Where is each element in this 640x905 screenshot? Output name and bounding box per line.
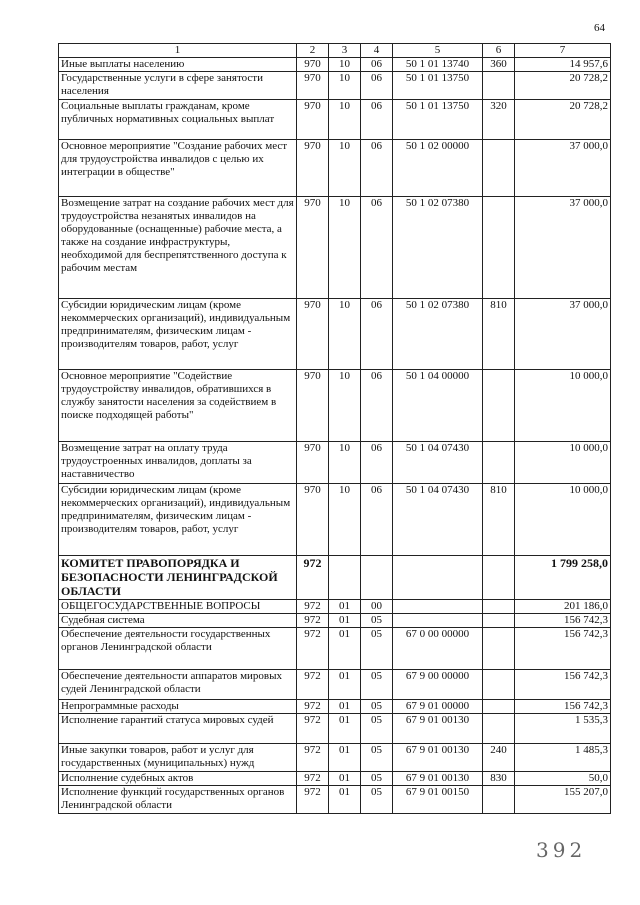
item-name: Возмещение затрат на создание рабочих мест для трудоустройства незанятых инвалидов на оборудованные (оснащенные) рабочие места, а также на создание инфраструктуры, необходимой для беспрепятственного доступа к рабочим местам bbox=[59, 197, 297, 299]
ministry-code: 972 bbox=[297, 714, 329, 744]
expense-type-code: 810 bbox=[483, 299, 515, 370]
amount: 10 000,0 bbox=[515, 484, 611, 556]
ministry-code: 972 bbox=[297, 614, 329, 628]
ministry-code: 972 bbox=[297, 700, 329, 714]
target-article-code: 67 9 01 00130 bbox=[393, 772, 483, 786]
target-article-code: 50 1 04 07430 bbox=[393, 484, 483, 556]
table-row bbox=[59, 628, 611, 670]
amount: 156 742,3 bbox=[515, 700, 611, 714]
expense-type-code: 810 bbox=[483, 484, 515, 556]
section-code: 01 bbox=[329, 670, 361, 700]
amount: 14 957,6 bbox=[515, 58, 611, 72]
subsection-code: 06 bbox=[361, 58, 393, 72]
item-name: Исполнение судебных актов bbox=[59, 772, 297, 786]
section-code: 01 bbox=[329, 714, 361, 744]
item-name: Субсидии юридическим лицам (кроме некоммерческих организаций), индивидуальным предпринимателям, физическим лицам - производителям товаров, работ, услуг bbox=[59, 299, 297, 370]
amount: 20 728,2 bbox=[515, 72, 611, 100]
ministry-code: 970 bbox=[297, 442, 329, 484]
expense-type-code: 320 bbox=[483, 100, 515, 140]
table-row bbox=[59, 484, 611, 556]
table-row bbox=[59, 100, 611, 140]
ministry-code: 970 bbox=[297, 100, 329, 140]
header-cell: 6 bbox=[483, 44, 515, 58]
item-name: Обеспечение деятельности государственных органов Ленинградской области bbox=[59, 628, 297, 670]
amount: 1 799 258,0 bbox=[515, 556, 611, 600]
table-row bbox=[59, 714, 611, 744]
section-code bbox=[329, 556, 361, 600]
section-code: 01 bbox=[329, 744, 361, 772]
section-code: 01 bbox=[329, 772, 361, 786]
target-article-code: 67 9 01 00000 bbox=[393, 700, 483, 714]
section-code: 10 bbox=[329, 197, 361, 299]
amount: 50,0 bbox=[515, 772, 611, 786]
subsection-code: 05 bbox=[361, 772, 393, 786]
section-code: 10 bbox=[329, 100, 361, 140]
ministry-code: 972 bbox=[297, 772, 329, 786]
expense-type-code bbox=[483, 140, 515, 197]
target-article-code: 50 1 04 00000 bbox=[393, 370, 483, 442]
target-article-code: 50 1 01 13750 bbox=[393, 72, 483, 100]
table-row bbox=[59, 370, 611, 442]
table-row bbox=[59, 786, 611, 814]
section-code: 10 bbox=[329, 299, 361, 370]
ministry-code: 970 bbox=[297, 140, 329, 197]
item-name: Возмещение затрат на оплату труда трудоустроенных инвалидов, доплаты за наставничество bbox=[59, 442, 297, 484]
item-name: Судебная система bbox=[59, 614, 297, 628]
header-cell: 7 bbox=[515, 44, 611, 58]
ministry-code: 972 bbox=[297, 786, 329, 814]
section-code: 10 bbox=[329, 370, 361, 442]
section-code: 10 bbox=[329, 58, 361, 72]
target-article-code: 50 1 02 00000 bbox=[393, 140, 483, 197]
expense-type-code bbox=[483, 628, 515, 670]
ministry-code: 970 bbox=[297, 58, 329, 72]
expense-type-code: 240 bbox=[483, 744, 515, 772]
amount: 10 000,0 bbox=[515, 442, 611, 484]
table-row bbox=[59, 140, 611, 197]
ministry-code: 970 bbox=[297, 484, 329, 556]
header-cell: 4 bbox=[361, 44, 393, 58]
expense-type-code bbox=[483, 442, 515, 484]
table-row bbox=[59, 670, 611, 700]
table-row bbox=[59, 442, 611, 484]
subsection-code bbox=[361, 556, 393, 600]
target-article-code: 50 1 02 07380 bbox=[393, 299, 483, 370]
subsection-code: 06 bbox=[361, 370, 393, 442]
item-name: Исполнение функций государственных органов Ленинградской области bbox=[59, 786, 297, 814]
subsection-code: 06 bbox=[361, 442, 393, 484]
item-name: Иные закупки товаров, работ и услуг для государственных (муниципальных) нужд bbox=[59, 744, 297, 772]
amount: 1 535,3 bbox=[515, 714, 611, 744]
item-name: Основное мероприятие "Создание рабочих мест для трудоустройства инвалидов с целью их интеграции в обществе" bbox=[59, 140, 297, 197]
target-article-code: 67 9 01 00130 bbox=[393, 714, 483, 744]
item-name: Иные выплаты населению bbox=[59, 58, 297, 72]
expense-type-code bbox=[483, 614, 515, 628]
amount: 156 742,3 bbox=[515, 670, 611, 700]
expense-type-code bbox=[483, 556, 515, 600]
section-code: 01 bbox=[329, 700, 361, 714]
subsection-code: 06 bbox=[361, 484, 393, 556]
section-code: 01 bbox=[329, 614, 361, 628]
target-article-code: 50 1 04 07430 bbox=[393, 442, 483, 484]
subsection-code: 06 bbox=[361, 140, 393, 197]
ministry-code: 972 bbox=[297, 670, 329, 700]
ministry-code: 970 bbox=[297, 72, 329, 100]
target-article-code: 50 1 01 13750 bbox=[393, 100, 483, 140]
table-row bbox=[59, 744, 611, 772]
amount: 10 000,0 bbox=[515, 370, 611, 442]
item-name: КОМИТЕТ ПРАВОПОРЯДКА И БЕЗОПАСНОСТИ ЛЕНИНГРАДСКОЙ ОБЛАСТИ bbox=[59, 556, 297, 600]
amount: 37 000,0 bbox=[515, 197, 611, 299]
ministry-code: 970 bbox=[297, 197, 329, 299]
section-code: 01 bbox=[329, 600, 361, 614]
target-article-code bbox=[393, 614, 483, 628]
expense-type-code bbox=[483, 600, 515, 614]
subsection-code: 00 bbox=[361, 600, 393, 614]
table-row bbox=[59, 700, 611, 714]
table-row bbox=[59, 197, 611, 299]
target-article-code: 50 1 01 13740 bbox=[393, 58, 483, 72]
section-code: 01 bbox=[329, 628, 361, 670]
page-stamp: 392 bbox=[536, 838, 587, 862]
item-name: Социальные выплаты гражданам, кроме публичных нормативных социальных выплат bbox=[59, 100, 297, 140]
header-cell: 1 bbox=[59, 44, 297, 58]
subsection-code: 05 bbox=[361, 786, 393, 814]
section-code: 01 bbox=[329, 786, 361, 814]
section-code: 10 bbox=[329, 72, 361, 100]
item-name: Основное мероприятие "Содействие трудоустройству инвалидов, обратившихся в службу занятости населения за содействием в поиске подходящей работы" bbox=[59, 370, 297, 442]
target-article-code bbox=[393, 600, 483, 614]
expense-type-code bbox=[483, 786, 515, 814]
subsection-code: 05 bbox=[361, 670, 393, 700]
header-cell: 5 bbox=[393, 44, 483, 58]
table-row bbox=[59, 72, 611, 100]
item-name: Субсидии юридическим лицам (кроме некоммерческих организаций), индивидуальным предпринимателям, физическим лицам - производителям товаров, работ, услуг bbox=[59, 484, 297, 556]
amount: 155 207,0 bbox=[515, 786, 611, 814]
ministry-code: 970 bbox=[297, 370, 329, 442]
expense-type-code: 360 bbox=[483, 58, 515, 72]
subsection-code: 06 bbox=[361, 72, 393, 100]
table-row bbox=[59, 299, 611, 370]
amount: 201 186,0 bbox=[515, 600, 611, 614]
target-article-code: 67 0 00 00000 bbox=[393, 628, 483, 670]
table-row bbox=[59, 556, 611, 600]
target-article-code: 67 9 01 00130 bbox=[393, 744, 483, 772]
table-row bbox=[59, 600, 611, 614]
item-name: Обеспечение деятельности аппаратов мировых судей Ленинградской области bbox=[59, 670, 297, 700]
amount: 37 000,0 bbox=[515, 299, 611, 370]
expense-type-code bbox=[483, 197, 515, 299]
header-cell: 2 bbox=[297, 44, 329, 58]
expense-type-code bbox=[483, 714, 515, 744]
ministry-code: 972 bbox=[297, 600, 329, 614]
expense-type-code: 830 bbox=[483, 772, 515, 786]
ministry-code: 972 bbox=[297, 556, 329, 600]
section-code: 10 bbox=[329, 442, 361, 484]
item-name: ОБЩЕГОСУДАРСТВЕННЫЕ ВОПРОСЫ bbox=[59, 600, 297, 614]
expense-type-code bbox=[483, 72, 515, 100]
subsection-code: 05 bbox=[361, 744, 393, 772]
expense-type-code bbox=[483, 670, 515, 700]
item-name: Государственные услуги в сфере занятости населения bbox=[59, 72, 297, 100]
expense-type-code bbox=[483, 370, 515, 442]
subsection-code: 05 bbox=[361, 714, 393, 744]
expense-type-code bbox=[483, 700, 515, 714]
header-cell: 3 bbox=[329, 44, 361, 58]
subsection-code: 06 bbox=[361, 100, 393, 140]
ministry-code: 972 bbox=[297, 744, 329, 772]
budget-table bbox=[58, 43, 611, 814]
subsection-code: 06 bbox=[361, 197, 393, 299]
ministry-code: 972 bbox=[297, 628, 329, 670]
subsection-code: 05 bbox=[361, 614, 393, 628]
section-code: 10 bbox=[329, 484, 361, 556]
item-name: Исполнение гарантий статуса мировых судей bbox=[59, 714, 297, 744]
section-code: 10 bbox=[329, 140, 361, 197]
target-article-code: 67 9 01 00150 bbox=[393, 786, 483, 814]
item-name: Непрограммные расходы bbox=[59, 700, 297, 714]
subsection-code: 05 bbox=[361, 628, 393, 670]
amount: 156 742,3 bbox=[515, 628, 611, 670]
subsection-code: 05 bbox=[361, 700, 393, 714]
amount: 1 485,3 bbox=[515, 744, 611, 772]
page-number: 64 bbox=[594, 22, 605, 34]
target-article-code: 50 1 02 07380 bbox=[393, 197, 483, 299]
subsection-code: 06 bbox=[361, 299, 393, 370]
table-row bbox=[59, 772, 611, 786]
table-header-row bbox=[59, 44, 611, 58]
target-article-code bbox=[393, 556, 483, 600]
table-row bbox=[59, 58, 611, 72]
amount: 20 728,2 bbox=[515, 100, 611, 140]
table-row bbox=[59, 614, 611, 628]
ministry-code: 970 bbox=[297, 299, 329, 370]
amount: 37 000,0 bbox=[515, 140, 611, 197]
target-article-code: 67 9 00 00000 bbox=[393, 670, 483, 700]
amount: 156 742,3 bbox=[515, 614, 611, 628]
